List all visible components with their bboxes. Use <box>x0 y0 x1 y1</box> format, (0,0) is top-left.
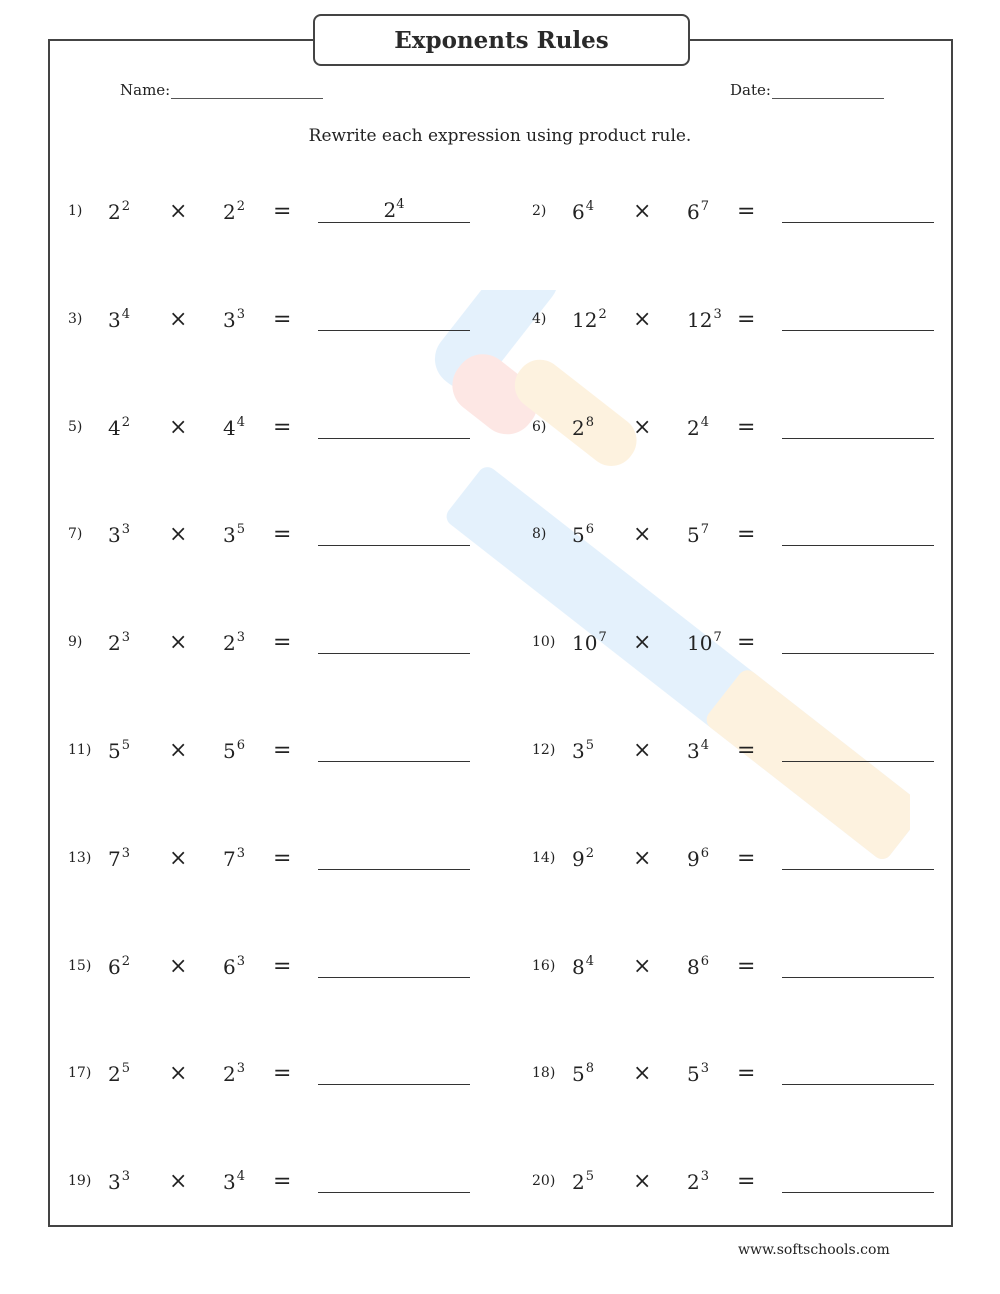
problem-number: 7) <box>68 526 83 542</box>
answer-line[interactable] <box>782 1192 934 1193</box>
problem-number: 10) <box>532 634 556 650</box>
problem-number: 9) <box>68 634 83 650</box>
equals-sign: = <box>273 1061 292 1086</box>
second-term <box>687 1061 709 1086</box>
times-sign: × <box>633 738 652 763</box>
second-exponent: 3 <box>236 1061 246 1076</box>
answer-value <box>318 197 470 222</box>
first-exponent: 6 <box>585 522 595 537</box>
second-base: 3 <box>223 523 236 547</box>
first-exponent: 5 <box>585 1169 595 1184</box>
second-base: 10 <box>687 631 713 655</box>
first-term <box>572 738 594 763</box>
instructions: Rewrite each expression using product rule. <box>308 126 692 146</box>
first-base: 3 <box>108 308 121 332</box>
times-sign: × <box>169 1169 188 1194</box>
second-base: 3 <box>223 1170 236 1194</box>
first-base: 5 <box>572 1062 585 1086</box>
answer-line[interactable] <box>782 1084 934 1085</box>
first-base: 7 <box>108 847 121 871</box>
answer-exponent: 4 <box>396 197 405 212</box>
second-base: 6 <box>687 200 700 224</box>
first-exponent: 5 <box>585 738 595 753</box>
first-exponent: 3 <box>121 522 131 537</box>
answer-line[interactable] <box>318 438 470 439</box>
second-exponent: 4 <box>236 1169 246 1184</box>
first-term <box>108 846 130 871</box>
first-base: 3 <box>108 1170 121 1194</box>
first-exponent: 2 <box>121 954 131 969</box>
problem-number: 1) <box>68 203 83 219</box>
second-exponent: 7 <box>700 199 710 214</box>
problem-number: 6) <box>532 419 547 435</box>
second-term <box>687 630 722 655</box>
equals-sign: = <box>273 630 292 655</box>
times-sign: × <box>169 522 188 547</box>
second-exponent: 6 <box>700 846 710 861</box>
equals-sign: = <box>737 738 756 763</box>
second-term <box>687 1169 709 1194</box>
times-sign: × <box>169 846 188 871</box>
first-base: 6 <box>572 200 585 224</box>
first-base: 2 <box>108 200 121 224</box>
first-base: 5 <box>108 739 121 763</box>
problem-number: 16) <box>532 958 556 974</box>
problem-item <box>68 411 478 451</box>
problem-number: 17) <box>68 1065 92 1081</box>
first-term <box>572 846 594 871</box>
equals-sign: = <box>737 307 756 332</box>
problem-number: 5) <box>68 419 83 435</box>
equals-sign: = <box>737 199 756 224</box>
first-term <box>572 1169 594 1194</box>
first-base: 12 <box>572 308 598 332</box>
worksheet-title <box>313 14 690 66</box>
answer-line[interactable] <box>318 653 470 654</box>
times-sign: × <box>633 415 652 440</box>
problem-number: 15) <box>68 958 92 974</box>
second-exponent: 4 <box>236 415 246 430</box>
second-base: 2 <box>687 1170 700 1194</box>
times-sign: × <box>633 846 652 871</box>
first-term <box>572 522 594 547</box>
times-sign: × <box>169 199 188 224</box>
second-exponent: 2 <box>236 199 246 214</box>
second-exponent: 7 <box>700 522 710 537</box>
answer-line[interactable] <box>318 330 470 331</box>
times-sign: × <box>169 307 188 332</box>
equals-sign: = <box>273 1169 292 1194</box>
first-term <box>572 307 607 332</box>
equals-sign: = <box>737 1169 756 1194</box>
equals-sign: = <box>273 522 292 547</box>
times-sign: × <box>633 630 652 655</box>
second-exponent: 3 <box>236 954 246 969</box>
second-term <box>223 846 245 871</box>
first-exponent: 5 <box>121 738 131 753</box>
times-sign: × <box>633 1061 652 1086</box>
first-exponent: 3 <box>121 1169 131 1184</box>
problem-item <box>68 1165 478 1205</box>
first-base: 5 <box>572 523 585 547</box>
problem-item <box>68 518 478 558</box>
second-term <box>687 415 709 440</box>
problem-number: 13) <box>68 850 92 866</box>
second-exponent: 6 <box>236 738 246 753</box>
answer-line[interactable] <box>318 1084 470 1085</box>
first-exponent: 4 <box>121 307 131 322</box>
equals-sign: = <box>737 954 756 979</box>
first-exponent: 2 <box>121 415 131 430</box>
problem-item <box>532 411 942 451</box>
problem-item <box>68 950 478 990</box>
second-base: 5 <box>687 523 700 547</box>
problem-number: 19) <box>68 1173 92 1189</box>
second-exponent: 3 <box>236 307 246 322</box>
first-exponent: 2 <box>598 307 607 322</box>
date-label: Date: <box>730 81 771 99</box>
second-term <box>223 630 245 655</box>
second-base: 2 <box>223 200 236 224</box>
answer-line[interactable] <box>318 1192 470 1193</box>
times-sign: × <box>633 1169 652 1194</box>
times-sign: × <box>169 415 188 440</box>
answer-line[interactable] <box>782 222 934 223</box>
problem-number: 8) <box>532 526 547 542</box>
answer-line[interactable] <box>782 761 934 762</box>
equals-sign: = <box>737 846 756 871</box>
first-term <box>108 954 130 979</box>
problem-item <box>532 303 942 343</box>
second-base: 2 <box>223 1062 236 1086</box>
first-base: 6 <box>108 955 121 979</box>
second-base: 7 <box>223 847 236 871</box>
equals-sign: = <box>273 738 292 763</box>
problem-item <box>68 734 478 774</box>
date-field <box>730 81 884 99</box>
problem-number: 18) <box>532 1065 556 1081</box>
first-exponent: 2 <box>585 846 595 861</box>
equals-sign: = <box>273 199 292 224</box>
first-base: 2 <box>108 1062 121 1086</box>
answer-line[interactable] <box>782 545 934 546</box>
answer-line[interactable] <box>318 222 470 223</box>
second-base: 2 <box>687 416 700 440</box>
second-term <box>223 199 245 224</box>
second-term <box>223 1169 245 1194</box>
first-term <box>108 738 130 763</box>
equals-sign: = <box>737 415 756 440</box>
problem-item <box>68 1057 478 1097</box>
second-base: 9 <box>687 847 700 871</box>
second-term <box>223 738 245 763</box>
second-base: 5 <box>223 739 236 763</box>
first-exponent: 5 <box>121 1061 131 1076</box>
answer-line[interactable] <box>318 545 470 546</box>
second-exponent: 4 <box>700 738 710 753</box>
times-sign: × <box>633 522 652 547</box>
equals-sign: = <box>273 415 292 440</box>
first-base: 2 <box>108 631 121 655</box>
second-term <box>687 307 722 332</box>
second-exponent: 3 <box>700 1061 710 1076</box>
second-term <box>687 522 709 547</box>
times-sign: × <box>169 630 188 655</box>
name-label: Name: <box>120 81 171 99</box>
second-term <box>223 307 245 332</box>
first-term <box>108 1061 130 1086</box>
second-term <box>223 1061 245 1086</box>
problem-item <box>68 626 478 666</box>
second-base: 12 <box>687 308 713 332</box>
times-sign: × <box>633 199 652 224</box>
equals-sign: = <box>273 846 292 871</box>
problem-item <box>68 842 478 882</box>
name-line[interactable] <box>171 82 323 99</box>
first-term <box>572 199 594 224</box>
second-exponent: 4 <box>700 415 710 430</box>
equals-sign: = <box>737 630 756 655</box>
problem-item <box>532 518 942 558</box>
first-base: 4 <box>108 416 121 440</box>
first-exponent: 8 <box>585 1061 595 1076</box>
problem-item <box>532 1165 942 1205</box>
second-exponent: 3 <box>713 307 722 322</box>
second-term <box>223 954 245 979</box>
first-base: 3 <box>108 523 121 547</box>
first-term <box>572 1061 594 1086</box>
problem-number: 14) <box>532 850 556 866</box>
times-sign: × <box>169 1061 188 1086</box>
equals-sign: = <box>273 307 292 332</box>
answer-line[interactable] <box>318 977 470 978</box>
second-base: 8 <box>687 955 700 979</box>
answer-line[interactable] <box>318 869 470 870</box>
second-base: 4 <box>223 416 236 440</box>
second-base: 5 <box>687 1062 700 1086</box>
second-term <box>223 415 245 440</box>
first-term <box>572 630 607 655</box>
problem-number: 3) <box>68 311 83 327</box>
problem-item <box>68 303 478 343</box>
answer-line[interactable] <box>318 761 470 762</box>
answer-line[interactable] <box>782 330 934 331</box>
problem-item <box>68 195 478 235</box>
problem-number: 11) <box>68 742 92 758</box>
second-exponent: 3 <box>700 1169 710 1184</box>
first-term <box>108 307 130 332</box>
second-term <box>223 522 245 547</box>
first-base: 9 <box>572 847 585 871</box>
first-term <box>108 1169 130 1194</box>
second-term <box>687 954 709 979</box>
problem-number: 4) <box>532 311 547 327</box>
second-base: 2 <box>223 631 236 655</box>
problem-item <box>532 734 942 774</box>
first-term <box>108 630 130 655</box>
answer-line[interactable] <box>782 977 934 978</box>
second-base: 3 <box>687 739 700 763</box>
second-term <box>687 846 709 871</box>
problem-number: 20) <box>532 1173 556 1189</box>
first-exponent: 3 <box>121 630 131 645</box>
first-exponent: 4 <box>585 954 595 969</box>
first-exponent: 7 <box>598 630 607 645</box>
first-term <box>108 522 130 547</box>
first-term <box>108 199 130 224</box>
second-exponent: 5 <box>236 522 246 537</box>
times-sign: × <box>633 307 652 332</box>
date-line[interactable] <box>772 82 884 99</box>
first-base: 2 <box>572 1170 585 1194</box>
second-base: 3 <box>223 308 236 332</box>
problem-number: 2) <box>532 203 547 219</box>
answer-line[interactable] <box>782 438 934 439</box>
problem-item <box>532 1057 942 1097</box>
first-base: 8 <box>572 955 585 979</box>
first-exponent: 4 <box>585 199 595 214</box>
second-exponent: 7 <box>713 630 722 645</box>
second-term <box>687 199 709 224</box>
problem-item <box>532 950 942 990</box>
second-term <box>687 738 709 763</box>
problem-item <box>532 842 942 882</box>
title-text: Exponents Rules <box>394 26 609 54</box>
first-term <box>572 415 594 440</box>
first-term <box>108 415 130 440</box>
problem-number: 12) <box>532 742 556 758</box>
times-sign: × <box>169 954 188 979</box>
first-exponent: 2 <box>121 199 131 214</box>
second-exponent: 3 <box>236 630 246 645</box>
second-exponent: 3 <box>236 846 246 861</box>
problem-item <box>532 195 942 235</box>
first-exponent: 8 <box>585 415 595 430</box>
name-field <box>120 81 323 99</box>
times-sign: × <box>633 954 652 979</box>
first-term <box>572 954 594 979</box>
first-exponent: 3 <box>121 846 131 861</box>
second-base: 6 <box>223 955 236 979</box>
answer-line[interactable] <box>782 869 934 870</box>
answer-base: 2 <box>383 198 397 222</box>
first-base: 10 <box>572 631 598 655</box>
equals-sign: = <box>737 522 756 547</box>
second-exponent: 6 <box>700 954 710 969</box>
problem-item <box>532 626 942 666</box>
answer-line[interactable] <box>782 653 934 654</box>
equals-sign: = <box>273 954 292 979</box>
first-base: 2 <box>572 416 585 440</box>
equals-sign: = <box>737 1061 756 1086</box>
first-base: 3 <box>572 739 585 763</box>
times-sign: × <box>169 738 188 763</box>
footer-url: www.softschools.com <box>738 1242 890 1258</box>
